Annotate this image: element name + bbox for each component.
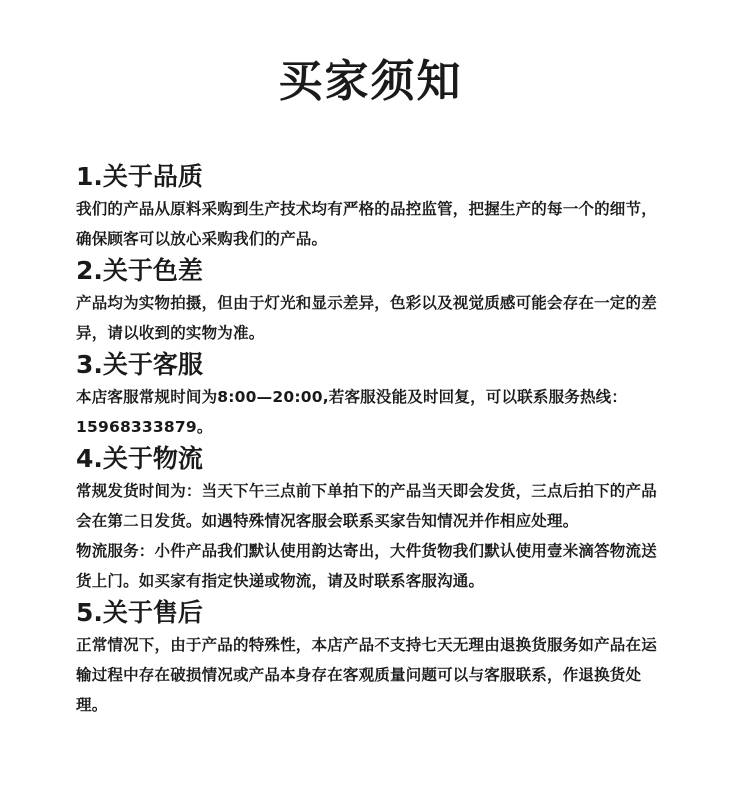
page-title: 买家须知 — [278, 56, 463, 107]
section-paragraph: 我们的产品从原料采购到生产技术均有严格的品控监管，把握生产的每一个的细节，确保顾客可以放心采购我们的产品。 — [76, 200, 657, 248]
section-paragraph: 正常情况下，由于产品的特殊性，本店产品不支持七天无理由退换货服务如产品在运输过程中存在破损情况或产品本身存在客观质量问题可以与客服联系，作退换货处理。 — [76, 636, 657, 714]
section-customer-service — [76, 348, 672, 442]
section-heading: 2.关于色差 — [76, 256, 203, 285]
section-heading: 1.关于品质 — [76, 162, 203, 191]
section-paragraph: 物流服务：小件产品我们默认使用韵达寄出，大件货物我们默认使用壹米滴答物流送货上门。如买家有指定快递或物流，请及时联系客服沟通。 — [76, 542, 657, 590]
section-heading: 3.关于客服 — [76, 350, 203, 379]
section-heading: 4.关于物流 — [76, 444, 203, 473]
section-after-sales — [76, 596, 672, 720]
notice-content — [76, 160, 672, 720]
section-paragraph: 产品均为实物拍摄，但由于灯光和显示差异，色彩以及视觉质感可能会存在一定的差异，请以收到的实物为准。 — [76, 294, 657, 342]
section-paragraph: 本店客服常规时间为8:00—20:00,若客服没能及时回复，可以联系服务热线：15968333879。 — [76, 388, 628, 436]
section-quality — [76, 160, 672, 254]
section-color-difference — [76, 254, 672, 348]
section-heading: 5.关于售后 — [76, 598, 203, 627]
section-logistics — [76, 442, 672, 596]
section-paragraph: 常规发货时间为：当天下午三点前下单拍下的产品当天即会发货，三点后拍下的产品会在第二日发货。如遇特殊情况客服会联系买家告知情况并作相应处理。 — [76, 482, 657, 530]
